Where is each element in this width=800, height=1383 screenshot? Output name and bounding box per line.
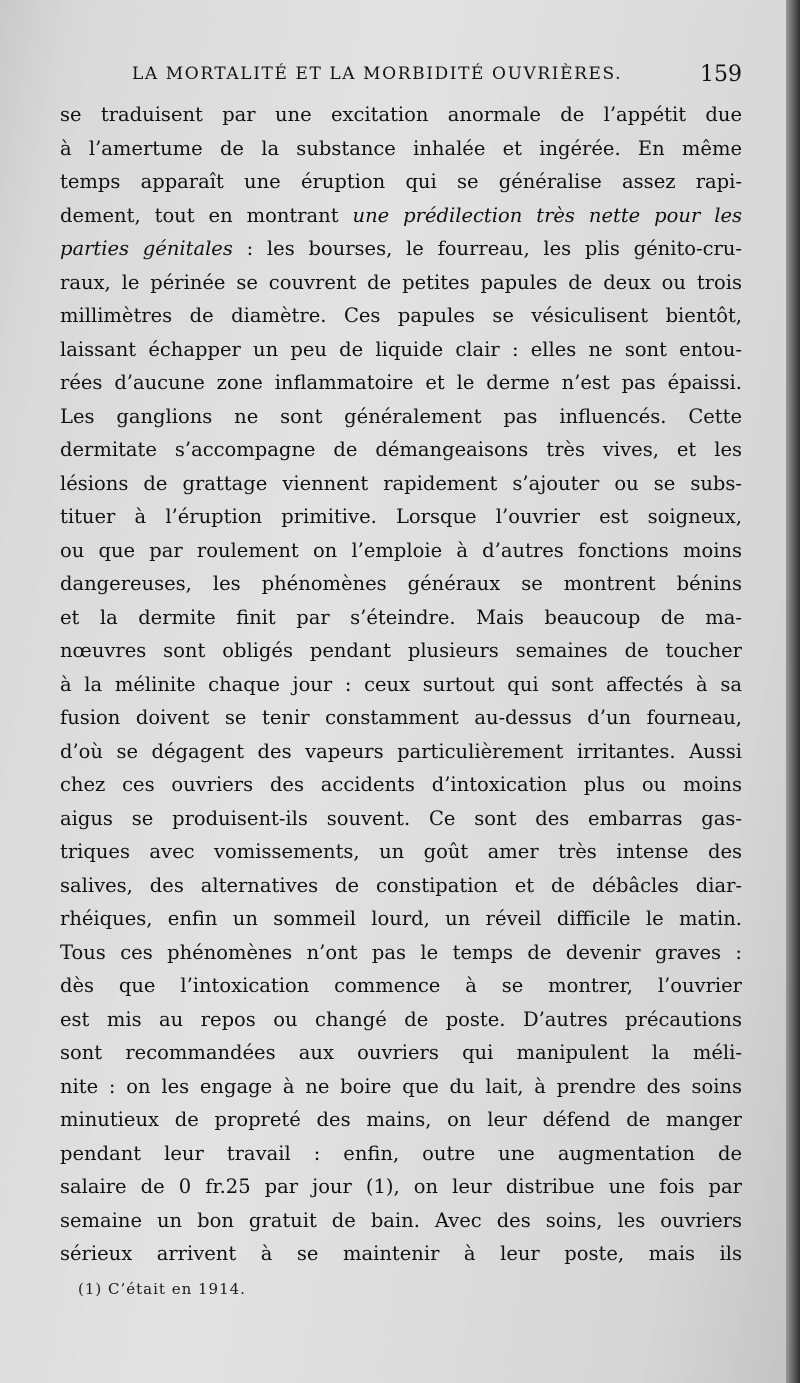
scan-edge-shadow bbox=[786, 0, 800, 1383]
text-line: aigus se produisent-ils souvent. Ce sont des embarras gas- bbox=[60, 806, 742, 830]
text-line: salaire de 0 fr.25 par jour (1), on leur distribue une fois par bbox=[60, 1175, 742, 1198]
text-line: minutieux de propreté des mains, on leur défend de manger bbox=[60, 1108, 742, 1131]
text-line: rhéiques, enfin un sommeil lourd, un réveil difficile le matin. bbox=[60, 907, 742, 930]
text-line: ou que par roulement on l’emploie à d’autres fonctions moins bbox=[60, 538, 742, 562]
text-line: pendant leur travail : enfin, outre une augmentation de bbox=[60, 1141, 742, 1165]
text-line: nite : on les engage à ne boire que du lait, à prendre des soins bbox=[60, 1074, 742, 1098]
text-line: salives, des alternatives de constipation et de débâcles diar- bbox=[60, 873, 742, 897]
page-number: 159 bbox=[700, 62, 742, 87]
text-line: tituer à l’éruption primitive. Lorsque l’ouvrier est soigneux, bbox=[60, 505, 742, 528]
text-line: millimètres de diamètre. Ces papules se vésiculisent bientôt, bbox=[60, 304, 742, 327]
body-text bbox=[60, 98, 742, 1271]
text-line: dangereuses, les phénomènes généraux se montrent bénins bbox=[60, 572, 742, 595]
text-line: temps apparaît une éruption qui se généralise assez rapi- bbox=[60, 170, 742, 193]
text-line: Tous ces phénomènes n’ont pas le temps de devenir graves : bbox=[60, 940, 742, 964]
text-line: fusion doivent se tenir constamment au-dessus d’un fourneau, bbox=[60, 706, 742, 729]
text-span: : les bourses, le fourreau, les plis génito-cru- bbox=[246, 237, 742, 260]
text-line: rées d’aucune zone inflammatoire et le derme n’est pas épaissi. bbox=[60, 371, 742, 394]
running-title: LA MORTALITÉ ET LA MORBIDITÉ OUVRIÈRES. bbox=[132, 64, 623, 84]
text-line: chez ces ouvriers des accidents d’intoxication plus ou moins bbox=[60, 773, 742, 796]
text-line: laissant échapper un peu de liquide clair : elles ne sont entou- bbox=[60, 337, 742, 361]
text-line: semaine un bon gratuit de bain. Avec des soins, les ouvriers bbox=[60, 1208, 742, 1232]
text-line: dermitate s’accompagne de démangeaisons très vives, et les bbox=[60, 438, 742, 461]
text-line: dès que l’intoxication commence à se montrer, l’ouvrier bbox=[60, 974, 742, 997]
italic-phrase: parties génitales bbox=[60, 237, 233, 260]
text-line bbox=[60, 232, 742, 266]
text-line bbox=[60, 199, 742, 233]
text-line: est mis au repos ou changé de poste. D’autres précautions bbox=[60, 1007, 742, 1031]
footnote: (1) C’était en 1914. bbox=[78, 1280, 246, 1298]
text-line: nœuvres sont obligés pendant plusieurs semaines de toucher bbox=[60, 639, 742, 662]
text-line: triques avec vomissements, un goût amer très intense des bbox=[60, 840, 742, 863]
text-line: à l’amertume de la substance inhalée et ingérée. En même bbox=[60, 136, 742, 160]
text-line: sérieux arrivent à se maintenir à leur poste, mais ils bbox=[60, 1242, 742, 1265]
text-line: à la mélinite chaque jour : ceux surtout qui sont affectés à sa bbox=[60, 672, 742, 696]
text-line: Les ganglions ne sont généralement pas influencés. Cette bbox=[60, 404, 742, 428]
running-header bbox=[60, 62, 742, 92]
text-span: dement, tout en montrant bbox=[60, 203, 339, 227]
italic-phrase: une prédilection très nette pour les bbox=[352, 203, 742, 227]
text-line: se traduisent par une excitation anormale de l’appétit due bbox=[60, 103, 742, 126]
text-line: d’où se dégagent des vapeurs particulièrement irritantes. Aussi bbox=[60, 739, 742, 763]
text-line: et la dermite finit par s’éteindre. Mais beaucoup de ma- bbox=[60, 605, 742, 629]
text-line: lésions de grattage viennent rapidement s’ajouter ou se subs- bbox=[60, 471, 742, 495]
text-line: sont recommandées aux ouvriers qui manipulent la méli- bbox=[60, 1041, 742, 1064]
text-line: raux, le périnée se couvrent de petites papules de deux ou trois bbox=[60, 270, 742, 294]
